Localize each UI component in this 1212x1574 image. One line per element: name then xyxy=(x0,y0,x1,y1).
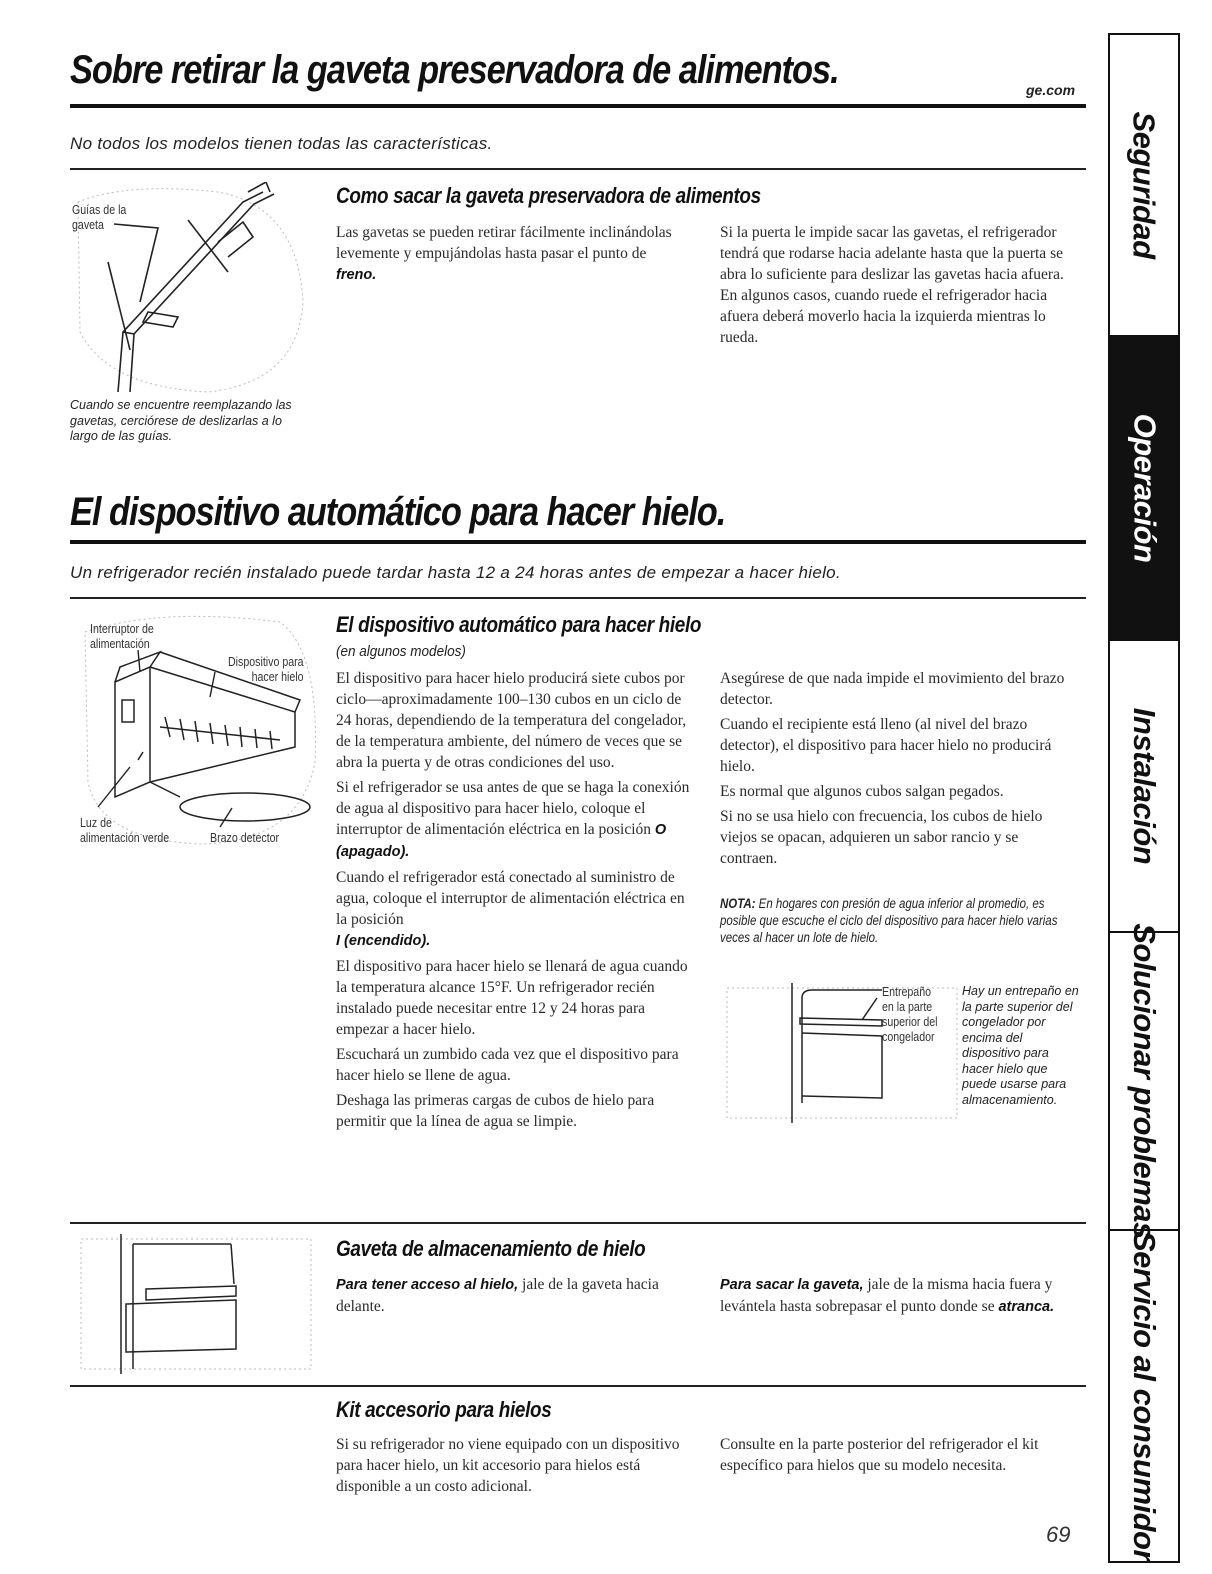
kit-text-col2: Consulte en la parte posterior del refrigerador el kit específico para hielos que su modelo necesita. xyxy=(720,1436,1039,1474)
section-divider xyxy=(70,1222,1086,1224)
shelf-caption: Hay un entrepaño en la parte superior del congelador por encima del dispositivo para hacer hielo que puede usarse para almacenamiento. xyxy=(962,984,1079,1107)
shelf-label: Entrepaño en la parte superior del congelador xyxy=(882,985,938,1044)
icemaker-title-rule xyxy=(70,540,1086,544)
section-divider xyxy=(70,597,1086,599)
ice-bin-text-col2: Para sacar la gaveta, jale de la misma hacia fuera y levántela hasta sobrepasar el punto donde se atranca. xyxy=(720,1276,1055,1315)
drawer-text-col2: Si la puerta le impide sacar las gavetas, el refrigerador tendrá que rodarse hacia adelante hasta que la puerta se abra lo suficiente para deslizar las gavetas hacia afuera. En algunos casos, cuando ruede el refrigerador hacia afuera deberá moverlo hacia la izquierda mientras lo rueda. xyxy=(720,224,1064,346)
models-note: No todos los modelos tienen todas las características. xyxy=(70,134,493,153)
section-tabs xyxy=(1108,33,1180,1563)
tab-instalacion[interactable]: Instalación xyxy=(1110,641,1178,933)
kit-text-col1: Si su refrigerador no viene equipado con un dispositivo para hacer hielo, un kit accesorio para hielos está disponible a un costo adicional. xyxy=(336,1436,680,1495)
icemaker-heading: El dispositivo automático para hacer hielo xyxy=(336,612,702,637)
icemaker-text-col2: Asegúrese de que nada impide el movimiento del brazo detector. Cuando el recipiente está lleno (al nivel del brazo detector), el dispositivo para hacer hielo no producirá hielo. Es normal que algunos cubos salgan pegados. Si no se usa hielo con frecuencia, los cubos de hielo viejos se opacan, adquieren un sabor rancio y se contraen. xyxy=(720,670,1065,867)
site-name: ge.com xyxy=(1026,82,1076,98)
tab-operacion[interactable]: Operación xyxy=(1110,337,1178,641)
page-number: 69 xyxy=(1046,1522,1071,1547)
green-light-label: Luz de alimentación verde xyxy=(80,816,170,845)
ice-bin-illustration xyxy=(76,1234,316,1374)
tab-seguridad[interactable]: Seguridad xyxy=(1110,35,1178,337)
title-rule xyxy=(70,104,1086,108)
drawer-text-col1: Las gavetas se pueden retirar fácilmente inclinándolas levemente y empujándolas hasta pasar el punto de freno. xyxy=(336,224,672,283)
feeler-arm-label: Brazo detector xyxy=(210,831,280,845)
ice-bin-heading: Gaveta de almacenamiento de hielo xyxy=(336,1236,646,1261)
ice-bin-text-col1: Para tener acceso al hielo, jale de la gaveta hacia delante. xyxy=(336,1276,659,1315)
icemaker-section-title: El dispositivo automático para hacer hielo. xyxy=(70,490,726,534)
section-divider xyxy=(70,168,1086,170)
icemaker-note: Un refrigerador recién instalado puede tardar hasta 12 a 24 horas antes de empezar a hacer hielo. xyxy=(70,563,841,582)
kit-heading: Kit accesorio para hielos xyxy=(336,1397,552,1422)
drawer-heading: Como sacar la gaveta preservadora de alimentos xyxy=(336,183,761,208)
drawer-caption: Cuando se encuentre reemplazando las gavetas, cerciórese de deslizarlas a lo largo de las guías. xyxy=(70,398,292,443)
nota-text: NOTA: En hogares con presión de agua inferior al promedio, es posible que escuche el ciclo del dispositivo para hacer hielo varias veces al hacer un lote de hielo. xyxy=(720,896,1058,945)
page-title: Sobre retirar la gaveta preservadora de alimentos. xyxy=(70,48,839,92)
icemaker-subheading: (en algunos modelos) xyxy=(336,643,466,660)
drawer-guides-label: Guías de la gaveta xyxy=(72,203,127,232)
icemaker-device-label: Dispositivo para hacer hielo xyxy=(228,655,304,684)
icemaker-text-col1: El dispositivo para hacer hielo producirá siete cubos por ciclo—aproximadamente 100–130 cubos en un ciclo de 24 horas, dependiendo de la temperatura del congelador, de la temperatura ambiente, del número de veces que se abra la puerta y de otras condiciones del uso. Si el refrigerador se usa antes de que se haga la conexión de agua al dispositivo para hacer hielo, coloque el interruptor de alimentación eléctrica en la posición O (apagado). Cuando el refrigerador está conectado al suministro de agua, coloque el interruptor de alimentación eléctrica en la posición I (encendido). El dispositivo para hacer hielo se llenará de agua cuando la temperatura alcance 15°F. Un refrigerador recién instalado puede necesitar entre 12 y 24 horas para empezar a hacer hielo. Escuchará un zumbido cada vez que el dispositivo para hacer hielo se llene de agua. Deshaga las primeras cargas de cubos de hielo para permitir que la línea de agua se limpie. xyxy=(336,670,690,1130)
tab-servicio-al-consumidor[interactable]: Servicio al consumidor xyxy=(1127,1230,1163,1562)
power-switch-label: Interruptor de alimentación xyxy=(90,622,154,651)
section-divider xyxy=(70,1385,1086,1387)
tab-solucionar-problemas[interactable]: Solucionar problemas xyxy=(1110,933,1178,1231)
